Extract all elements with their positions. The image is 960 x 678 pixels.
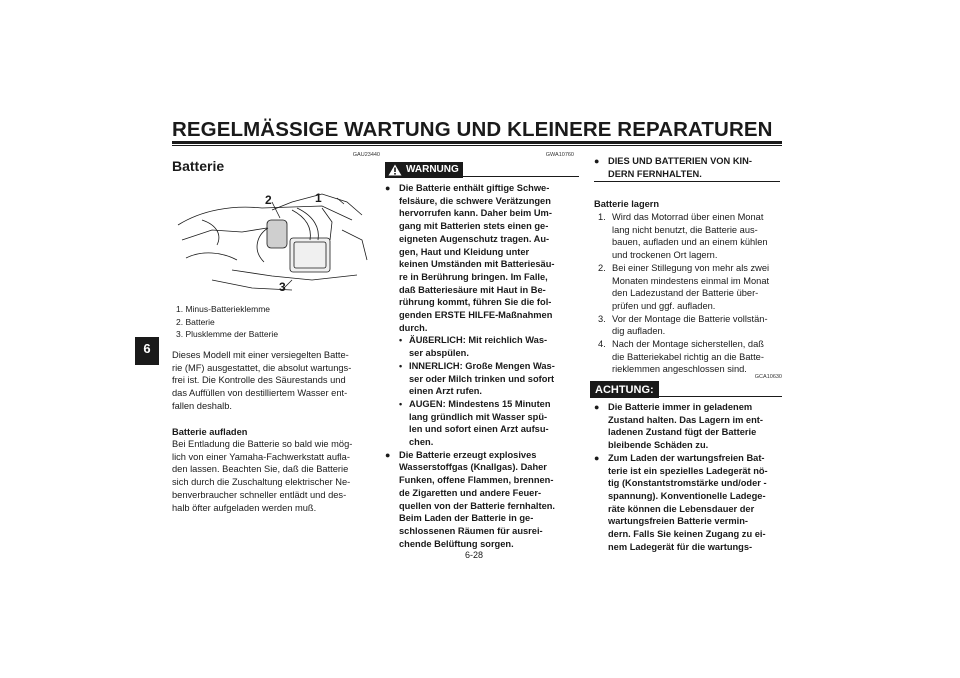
warning-end-rule xyxy=(594,181,780,182)
intro-paragraph: Dieses Modell mit einer versiegelten Batte- rie (MF) ausgestattet, die absolut wartungs- frei ist. Die Kontrolle des Säurestands und das Auffüllen von destilliertem Wasser ent- fallen deshalb. xyxy=(172,350,352,411)
caution-label: ACHTUNG: xyxy=(595,383,654,396)
list-item: 1. Wird das Motorrad über einen Monat lang nicht benutzt, die Batterie aus- bauen, aufladen und an einem kühlen und trockenen Ort lagern. xyxy=(598,212,768,261)
battery-illustration xyxy=(172,180,372,298)
bullet-icon: ● xyxy=(385,183,391,193)
warning-label: WARNUNG xyxy=(406,164,459,175)
section-code: GAU23440 xyxy=(352,152,380,158)
page-number: 6-28 xyxy=(465,550,484,560)
bullet-icon: ● xyxy=(385,449,391,460)
header-rule-thin xyxy=(172,145,782,146)
warning-badge xyxy=(385,162,463,178)
list-item: ● Die Batterie erzeugt explosives Wasserstoffgas (Knallgas). Daher Funken, offene Flammen, brennen- de Zigaretten und andere Feuer- quellen von der Batterie fernhalten. Beim Laden der Batterie in ge- schlossenen Räumen für ausrei- chende Belüftung sorgen. xyxy=(385,449,556,549)
warning-header xyxy=(385,162,579,178)
figure-label-2: 2 xyxy=(265,193,272,207)
warning-triangle-icon xyxy=(388,164,402,176)
list-item: ● DIES UND BATTERIEN VON KIN- DERN FERNHALTEN. xyxy=(594,156,752,179)
bullet-icon: ● xyxy=(594,452,600,463)
bullet-icon: ● xyxy=(594,156,600,166)
figure-legend xyxy=(176,303,278,341)
figure-label-1: 1 xyxy=(315,191,322,205)
caution-header xyxy=(590,381,782,398)
list-item: • ÄUßERLICH: Mit reichlich Was- ser abspülen. xyxy=(399,335,548,359)
caution-list xyxy=(594,401,784,553)
list-item: 4. Nach der Montage sicherstellen, daß die Batteriekabel richtig an die Batte- rieklemmen angeschlossen sind. xyxy=(598,339,764,375)
warning-code: GWA10760 xyxy=(545,152,574,158)
list-item: • INNERLICH: Große Mengen Was- ser oder Milch trinken und sofort einen Arzt rufen. xyxy=(399,360,555,397)
bullet-icon: ● xyxy=(594,402,600,412)
list-item: 2. Bei einer Stillegung von mehr als zwei Monaten mindestens einmal im Monat den Ladezustand der Batterie über- prüfen und ggf. aufladen. xyxy=(598,262,770,311)
chapter-tab: 6 xyxy=(135,337,159,365)
store-list xyxy=(598,211,788,376)
caution-code: GCA10630 xyxy=(754,374,782,380)
caution-badge xyxy=(590,381,659,398)
store-heading: Batterie lagern xyxy=(594,199,660,209)
list-item: ● Die Batterie enthält giftige Schwe- felsäure, die schwere Verätzungen hervorrufen kann. Daher beim Um- gang mit Batterien stets einen ge- eigneten Augenschutz tragen. Au- gen, Haut und Kleidung unter keinen Umständen mit Batteriesäu- re in Berührung bringen. Im Falle, daß Batteriesäure mit Haut in Be- rührung kommt, führen Sie die fol- genden ERSTE HILFE-Maßnahmen durch. • ÄUßERLICH: Mit reichlich Was- ser abspülen. • INNERLICH: Große Mengen Was- ser oder Milch trinken und sofort einen Arzt rufen. • AUGEN: Mindestens 15 Minuten lang gründlich mit Wasser spü- len und sofort einen Arzt aufsu- chen. xyxy=(385,182,585,449)
legend-item: 1. Minus-Batterieklemme xyxy=(176,304,271,314)
charge-heading: Batterie aufladen xyxy=(172,427,248,437)
list-item: • AUGEN: Mindestens 15 Minuten lang gründlich mit Wasser spü- len und sofort einen Arzt aufsu- chen. xyxy=(399,398,551,448)
section-heading: Batterie xyxy=(172,158,225,174)
warning-continued-list xyxy=(594,155,784,180)
page-title: REGELMÄSSIGE WARTUNG UND KLEINERE REPARATUREN xyxy=(172,118,773,141)
warning-list xyxy=(385,182,585,550)
caution-rule xyxy=(659,396,782,397)
figure-label-3: 3 xyxy=(279,280,286,294)
list-item: ● Zum Laden der wartungsfreien Bat- terie ist ein spezielles Ladegerät nö- tig (Konstantstromstärke und/oder - spannung). Konventionelle Ladege- räte können die Lebensdauer der wartungsfreien Batterie vermin- dern. Falls Sie keinen Zugang zu ei- nem Ladegerät für die wartungs- xyxy=(594,452,768,552)
warning-rule xyxy=(463,176,579,177)
list-item: 3. Vor der Montage die Batterie vollstän- dig aufladen. xyxy=(598,313,768,337)
legend-item: 2. Batterie xyxy=(176,316,215,327)
first-aid-list xyxy=(399,334,585,448)
header-rule xyxy=(172,141,782,144)
list-item: ● Die Batterie immer in geladenem Zustand halten. Das Lagern im ent- ladenen Zustand fügt der Batterie bleibende Schäden zu. xyxy=(594,402,763,451)
battery-figure xyxy=(172,180,372,298)
legend-item: 3. Plusklemme der Batterie xyxy=(176,329,279,339)
charge-paragraph: Bei Entladung die Batterie so bald wie mög- lich von einer Yamaha-Fachwerkstatt aufla- den lassen. Beachten Sie, daß die Batterie sich durch die Zuschaltung elektrischer Ne- benverbraucher schneller entlädt und des- halb öfter aufgeladen werden muß. xyxy=(172,439,353,513)
